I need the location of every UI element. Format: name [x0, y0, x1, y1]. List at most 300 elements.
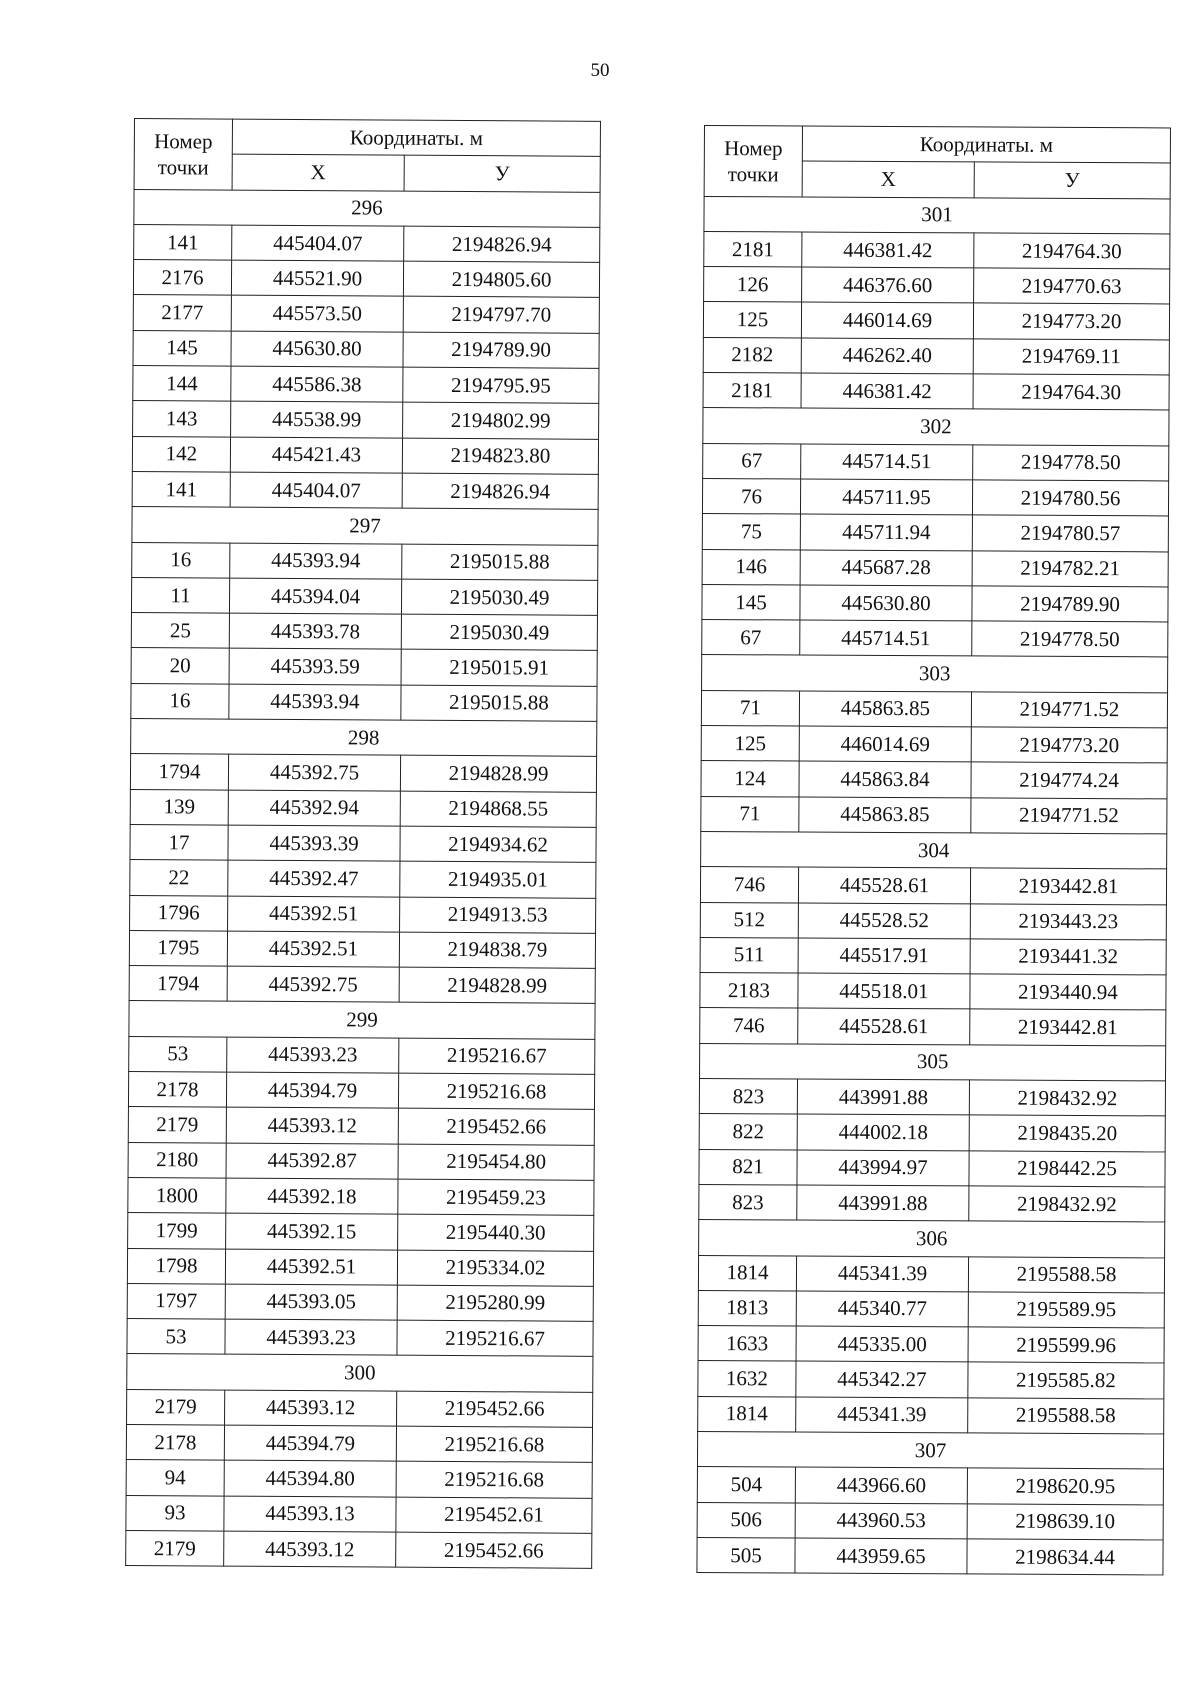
section-number: 300 [127, 1354, 593, 1392]
y-coordinate-cell: 2198639.10 [967, 1503, 1163, 1539]
x-coordinate-cell: 445421.43 [230, 437, 402, 473]
x-coordinate-cell: 445392.15 [226, 1213, 398, 1249]
x-coordinate-cell: 445393.23 [225, 1319, 397, 1355]
x-coordinate-cell: 445341.39 [796, 1397, 968, 1433]
x-coordinate-cell: 443994.97 [797, 1150, 969, 1186]
point-number-cell: 16 [132, 542, 230, 578]
x-coordinate-cell: 445518.01 [798, 973, 970, 1009]
y-coordinate-cell: 2195015.88 [401, 685, 597, 721]
x-coordinate-cell: 445404.07 [232, 225, 404, 261]
table-row [126, 1530, 592, 1568]
table-row [698, 1326, 1164, 1364]
y-coordinate-cell: 2195585.82 [968, 1362, 1164, 1398]
section-number: 297 [132, 507, 598, 545]
y-coordinate-cell: 2194774.24 [971, 762, 1167, 798]
table-row [702, 584, 1168, 622]
y-coordinate-cell: 2194826.94 [402, 473, 598, 509]
section-number: 306 [699, 1220, 1165, 1258]
x-header: Х [802, 161, 974, 197]
x-coordinate-cell: 445528.61 [798, 867, 970, 903]
x-coordinate-cell: 445393.23 [227, 1037, 399, 1073]
point-number-cell: 2179 [126, 1530, 224, 1566]
section-number: 298 [131, 719, 597, 757]
y-coordinate-cell: 2194797.70 [403, 297, 599, 333]
y-header: У [404, 155, 600, 191]
x-coordinate-cell: 445393.94 [230, 543, 402, 579]
table-row [129, 1036, 595, 1074]
point-number-cell: 2179 [127, 1389, 225, 1425]
y-coordinate-cell: 2194935.01 [400, 861, 596, 897]
y-coordinate-cell: 2193443.23 [970, 903, 1166, 939]
point-number-cell: 71 [701, 796, 799, 832]
table-row [702, 514, 1168, 552]
y-coordinate-cell: 2195588.58 [968, 1398, 1164, 1434]
section-row [702, 655, 1168, 693]
x-coordinate-cell: 445342.27 [796, 1361, 968, 1397]
point-number-cell: 1797 [127, 1283, 225, 1319]
y-coordinate-cell: 2194934.62 [400, 826, 596, 862]
x-coordinate-cell: 445393.59 [229, 649, 401, 685]
x-coordinate-cell: 445404.07 [230, 472, 402, 508]
y-coordinate-cell: 2195216.68 [396, 1426, 592, 1462]
point-number-cell: 144 [133, 366, 231, 402]
y-coordinate-cell: 2195030.49 [401, 614, 597, 650]
point-number-cell: 11 [131, 577, 229, 613]
x-coordinate-cell: 445392.18 [226, 1178, 398, 1214]
y-coordinate-cell: 2194771.52 [971, 798, 1167, 834]
table-row [129, 930, 595, 968]
y-coordinate-cell: 2195452.66 [397, 1391, 593, 1427]
y-coordinate-cell: 2194778.50 [972, 621, 1168, 657]
x-coordinate-cell: 446014.69 [799, 726, 971, 762]
point-number-cell: 143 [133, 401, 231, 437]
y-coordinate-cell: 2194838.79 [399, 932, 595, 968]
table-row [704, 231, 1170, 269]
section-row [132, 507, 598, 545]
point-number-cell: 142 [132, 436, 230, 472]
point-number-cell: 823 [699, 1079, 797, 1115]
y-coordinate-cell: 2194823.80 [402, 438, 598, 474]
x-coordinate-cell: 445392.47 [228, 860, 400, 896]
y-coordinate-cell: 2194770.63 [974, 268, 1170, 304]
y-coordinate-cell: 2194828.99 [400, 755, 596, 791]
point-number-cell: 1800 [128, 1177, 226, 1213]
section-number: 301 [704, 196, 1170, 234]
x-coordinate-cell: 443960.53 [795, 1503, 967, 1539]
point-number-cell: 1796 [130, 895, 228, 931]
x-coordinate-cell: 445863.84 [799, 761, 971, 797]
table-row [132, 471, 598, 509]
point-number-cell: 145 [133, 330, 231, 366]
table-row [703, 373, 1169, 411]
point-number-cell: 53 [127, 1319, 225, 1355]
x-coordinate-cell: 445714.51 [801, 444, 973, 480]
section-row [704, 196, 1170, 234]
x-coordinate-cell: 443991.88 [797, 1079, 969, 1115]
table-row [130, 895, 596, 933]
table-row [702, 478, 1168, 516]
section-number: 296 [134, 189, 600, 227]
section-row [131, 719, 597, 757]
y-coordinate-cell: 2195452.61 [396, 1497, 592, 1533]
point-number-header: Номер точки [134, 119, 232, 190]
table-row [703, 337, 1169, 375]
x-coordinate-cell: 445392.87 [226, 1143, 398, 1179]
point-number-cell: 504 [697, 1467, 795, 1503]
y-coordinate-cell: 2195216.68 [396, 1461, 592, 1497]
x-coordinate-cell: 445573.50 [231, 296, 403, 332]
page-number: 50 [590, 60, 610, 81]
point-number-cell: 505 [697, 1537, 795, 1573]
table-row [131, 613, 597, 651]
point-number-header: Номер точки [704, 126, 802, 197]
table-row [699, 1149, 1165, 1187]
table-row [130, 824, 596, 862]
table-row [126, 1495, 592, 1533]
table-row [131, 683, 597, 721]
y-coordinate-cell: 2194769.11 [973, 339, 1169, 375]
x-coordinate-cell: 445392.75 [227, 966, 399, 1002]
x-coordinate-cell: 445393.12 [224, 1531, 396, 1567]
y-coordinate-cell: 2195030.49 [401, 579, 597, 615]
point-number-cell: 2181 [703, 373, 801, 409]
point-number-cell: 53 [129, 1036, 227, 1072]
table-row [131, 577, 597, 615]
x-coordinate-cell: 445394.79 [224, 1425, 396, 1461]
section-row [700, 1043, 1166, 1081]
table-row [132, 542, 598, 580]
point-number-cell: 1814 [698, 1255, 796, 1291]
y-coordinate-cell: 2194773.20 [971, 727, 1167, 763]
y-coordinate-cell: 2195015.88 [402, 544, 598, 580]
section-number: 303 [702, 655, 1168, 693]
x-coordinate-cell: 445392.51 [227, 931, 399, 967]
y-coordinate-cell: 2195452.66 [398, 1108, 594, 1144]
x-coordinate-cell: 443991.88 [797, 1185, 969, 1221]
x-coordinate-cell: 443966.60 [795, 1467, 967, 1503]
section-number: 299 [129, 1001, 595, 1039]
y-coordinate-cell: 2195216.67 [399, 1038, 595, 1074]
point-number-cell: 2180 [128, 1142, 226, 1178]
point-number-cell: 822 [699, 1114, 797, 1150]
table-row [703, 443, 1169, 481]
x-coordinate-cell: 445714.51 [800, 620, 972, 656]
point-number-cell: 1794 [129, 966, 227, 1002]
x-coordinate-cell: 445711.94 [800, 514, 972, 550]
table-row [704, 267, 1170, 305]
x-coordinate-cell: 445393.12 [226, 1107, 398, 1143]
y-coordinate-cell: 2195216.68 [398, 1073, 594, 1109]
x-coordinate-cell: 445687.28 [800, 550, 972, 586]
y-coordinate-cell: 2195588.58 [968, 1256, 1164, 1292]
table-row [131, 648, 597, 686]
y-coordinate-cell: 2194782.21 [972, 550, 1168, 586]
y-coordinate-cell: 2193440.94 [970, 974, 1166, 1010]
point-number-cell: 20 [131, 648, 229, 684]
point-number-cell: 511 [700, 937, 798, 973]
x-coordinate-cell: 445393.05 [225, 1284, 397, 1320]
point-number-cell: 2176 [133, 260, 231, 296]
point-number-cell: 746 [700, 867, 798, 903]
table-row [701, 726, 1167, 764]
x-coordinate-cell: 445393.13 [224, 1496, 396, 1532]
x-coordinate-cell: 445393.94 [229, 684, 401, 720]
point-number-cell: 2178 [128, 1072, 226, 1108]
table-row [698, 1255, 1164, 1293]
point-number-cell: 821 [699, 1149, 797, 1185]
point-number-cell: 141 [132, 471, 230, 507]
y-coordinate-cell: 2195454.80 [398, 1144, 594, 1180]
x-coordinate-cell: 445528.61 [798, 1008, 970, 1044]
y-coordinate-cell: 2194826.94 [404, 226, 600, 262]
point-number-cell: 746 [700, 1008, 798, 1044]
table-row [130, 754, 596, 792]
y-coordinate-cell: 2194780.57 [972, 515, 1168, 551]
y-coordinate-cell: 2198435.20 [969, 1115, 1165, 1151]
point-number-cell: 125 [703, 302, 801, 338]
x-coordinate-cell: 445394.80 [224, 1460, 396, 1496]
x-coordinate-cell: 445521.90 [231, 260, 403, 296]
y-coordinate-cell: 2195334.02 [397, 1250, 593, 1286]
table-row [700, 973, 1166, 1011]
y-coordinate-cell: 2194771.52 [971, 692, 1167, 728]
x-coordinate-cell: 445528.52 [798, 903, 970, 939]
y-coordinate-cell: 2195459.23 [398, 1179, 594, 1215]
table-row [127, 1248, 593, 1286]
point-number-cell: 141 [134, 224, 232, 260]
y-coordinate-cell: 2194802.99 [403, 403, 599, 439]
table-row [697, 1467, 1163, 1505]
x-coordinate-cell: 445393.39 [228, 825, 400, 861]
point-number-cell: 2179 [128, 1107, 226, 1143]
x-coordinate-cell: 445863.85 [799, 691, 971, 727]
point-number-cell: 126 [704, 267, 802, 303]
coordinates-header: Координаты. м [802, 126, 1170, 163]
x-coordinate-cell: 446381.42 [801, 373, 973, 409]
x-coordinate-cell: 443959.65 [795, 1538, 967, 1574]
coordinates-table-left [125, 118, 601, 1569]
table-row [129, 966, 595, 1004]
point-number-cell: 146 [702, 549, 800, 585]
point-number-cell: 124 [701, 761, 799, 797]
point-number-cell: 76 [702, 478, 800, 514]
table-row [698, 1290, 1164, 1328]
point-number-cell: 67 [702, 620, 800, 656]
point-number-cell: 512 [700, 902, 798, 938]
point-number-cell: 139 [130, 789, 228, 825]
y-coordinate-cell: 2195599.96 [968, 1327, 1164, 1363]
table-row [697, 1502, 1163, 1540]
point-number-cell: 93 [126, 1495, 224, 1531]
table-row [126, 1460, 592, 1498]
point-number-cell: 125 [701, 726, 799, 762]
table-row [133, 260, 599, 298]
x-coordinate-cell: 445393.12 [225, 1390, 397, 1426]
y-coordinate-cell: 2198442.25 [969, 1151, 1165, 1187]
table-row [699, 1114, 1165, 1152]
point-number-cell: 67 [703, 443, 801, 479]
y-coordinate-cell: 2195015.91 [401, 650, 597, 686]
point-number-cell: 1633 [698, 1326, 796, 1362]
point-number-cell: 1813 [698, 1290, 796, 1326]
y-header: У [974, 162, 1170, 198]
x-coordinate-cell: 445394.04 [229, 578, 401, 614]
section-row [703, 408, 1169, 446]
table-row [126, 1424, 592, 1462]
y-coordinate-cell: 2194789.90 [972, 586, 1168, 622]
table-row [130, 789, 596, 827]
x-coordinate-cell: 446262.40 [801, 338, 973, 374]
table-row [128, 1072, 594, 1110]
y-coordinate-cell: 2194913.53 [400, 897, 596, 933]
point-number-cell: 17 [130, 824, 228, 860]
table-row [703, 302, 1169, 340]
x-coordinate-cell: 445393.78 [229, 613, 401, 649]
y-coordinate-cell: 2193442.81 [970, 1009, 1166, 1045]
point-number-cell: 823 [699, 1184, 797, 1220]
table-row [701, 690, 1167, 728]
y-coordinate-cell: 2195280.99 [397, 1285, 593, 1321]
section-number: 302 [703, 408, 1169, 446]
x-coordinate-cell: 445392.51 [228, 896, 400, 932]
point-number-cell: 2183 [700, 973, 798, 1009]
y-coordinate-cell: 2198634.44 [967, 1539, 1163, 1575]
table-row [698, 1361, 1164, 1399]
point-number-cell: 71 [701, 690, 799, 726]
table-row [133, 330, 599, 368]
x-coordinate-cell: 444002.18 [797, 1114, 969, 1150]
point-number-cell: 1814 [698, 1396, 796, 1432]
table-row [700, 902, 1166, 940]
x-coordinate-cell: 445340.77 [796, 1291, 968, 1327]
coordinates-table-right [696, 125, 1171, 1576]
table-row [128, 1213, 594, 1251]
y-coordinate-cell: 2198432.92 [969, 1080, 1165, 1116]
point-number-cell: 16 [131, 683, 229, 719]
point-number-cell: 2178 [126, 1424, 224, 1460]
table-row [702, 620, 1168, 658]
section-number: 307 [697, 1431, 1163, 1469]
table-row [701, 796, 1167, 834]
y-coordinate-cell: 2195589.95 [968, 1292, 1164, 1328]
section-row [129, 1001, 595, 1039]
table-row [702, 549, 1168, 587]
point-number-cell: 1794 [130, 754, 228, 790]
table-row [127, 1283, 593, 1321]
table-row [134, 224, 600, 262]
x-coordinate-cell: 445335.00 [796, 1326, 968, 1362]
point-number-cell: 1632 [698, 1361, 796, 1397]
x-coordinate-cell: 445392.94 [228, 790, 400, 826]
table-body-left [126, 189, 600, 1568]
point-number-cell: 22 [130, 860, 228, 896]
x-coordinate-cell: 445341.39 [796, 1256, 968, 1292]
table-row [700, 1008, 1166, 1046]
y-coordinate-cell: 2195440.30 [398, 1214, 594, 1250]
y-coordinate-cell: 2193441.32 [970, 939, 1166, 975]
coordinates-header: Координаты. м [232, 119, 600, 157]
table-row [698, 1396, 1164, 1434]
point-number-cell: 1799 [128, 1213, 226, 1249]
point-number-cell: 145 [702, 584, 800, 620]
table-row [127, 1319, 593, 1357]
x-coordinate-cell: 445392.75 [228, 754, 400, 790]
section-row [701, 831, 1167, 869]
y-coordinate-cell: 2194780.56 [972, 480, 1168, 516]
y-coordinate-cell: 2194828.99 [399, 967, 595, 1003]
section-number: 305 [700, 1043, 1166, 1081]
y-coordinate-cell: 2194868.55 [400, 791, 596, 827]
y-coordinate-cell: 2195216.67 [397, 1320, 593, 1356]
table-row [128, 1177, 594, 1215]
table-row [701, 761, 1167, 799]
table-row [697, 1537, 1163, 1575]
section-row [699, 1220, 1165, 1258]
y-coordinate-cell: 2193442.81 [970, 868, 1166, 904]
x-header: Х [232, 154, 404, 190]
table-row [130, 860, 596, 898]
y-coordinate-cell: 2198620.95 [967, 1468, 1163, 1504]
table-row [700, 937, 1166, 975]
table-row [699, 1079, 1165, 1117]
x-coordinate-cell: 445630.80 [231, 331, 403, 367]
x-coordinate-cell: 445630.80 [800, 585, 972, 621]
point-number-cell: 1795 [129, 930, 227, 966]
point-number-cell: 2177 [133, 295, 231, 331]
y-coordinate-cell: 2194789.90 [403, 332, 599, 368]
section-number: 304 [701, 831, 1167, 869]
point-number-cell: 1798 [127, 1248, 225, 1284]
y-coordinate-cell: 2194764.30 [974, 233, 1170, 269]
section-row [134, 189, 600, 227]
x-coordinate-cell: 445517.91 [798, 938, 970, 974]
y-coordinate-cell: 2194778.50 [973, 445, 1169, 481]
y-coordinate-cell: 2194764.30 [973, 374, 1169, 410]
y-coordinate-cell: 2194805.60 [403, 261, 599, 297]
table-row [133, 295, 599, 333]
x-coordinate-cell: 445586.38 [231, 366, 403, 402]
point-number-cell: 2181 [704, 231, 802, 267]
y-coordinate-cell: 2198432.92 [969, 1186, 1165, 1222]
x-coordinate-cell: 445538.99 [231, 401, 403, 437]
table-row [128, 1142, 594, 1180]
section-row [127, 1354, 593, 1392]
table-row [132, 436, 598, 474]
table-row [699, 1184, 1165, 1222]
x-coordinate-cell: 445392.51 [225, 1249, 397, 1285]
table-body-right [697, 196, 1170, 1575]
x-coordinate-cell: 446381.42 [802, 232, 974, 268]
point-number-cell: 94 [126, 1460, 224, 1496]
table-row [133, 366, 599, 404]
x-coordinate-cell: 445863.85 [799, 797, 971, 833]
table-row [133, 401, 599, 439]
point-number-cell: 25 [131, 613, 229, 649]
table-row [700, 867, 1166, 905]
point-number-cell: 506 [697, 1502, 795, 1538]
y-coordinate-cell: 2194795.95 [403, 367, 599, 403]
point-number-cell: 2182 [703, 337, 801, 373]
point-number-cell: 75 [702, 514, 800, 550]
x-coordinate-cell: 446014.69 [801, 302, 973, 338]
table-row [128, 1107, 594, 1145]
section-row [697, 1431, 1163, 1469]
y-coordinate-cell: 2195452.66 [396, 1532, 592, 1568]
table-row [127, 1389, 593, 1427]
y-coordinate-cell: 2194773.20 [973, 303, 1169, 339]
x-coordinate-cell: 446376.60 [802, 267, 974, 303]
x-coordinate-cell: 445394.79 [226, 1072, 398, 1108]
